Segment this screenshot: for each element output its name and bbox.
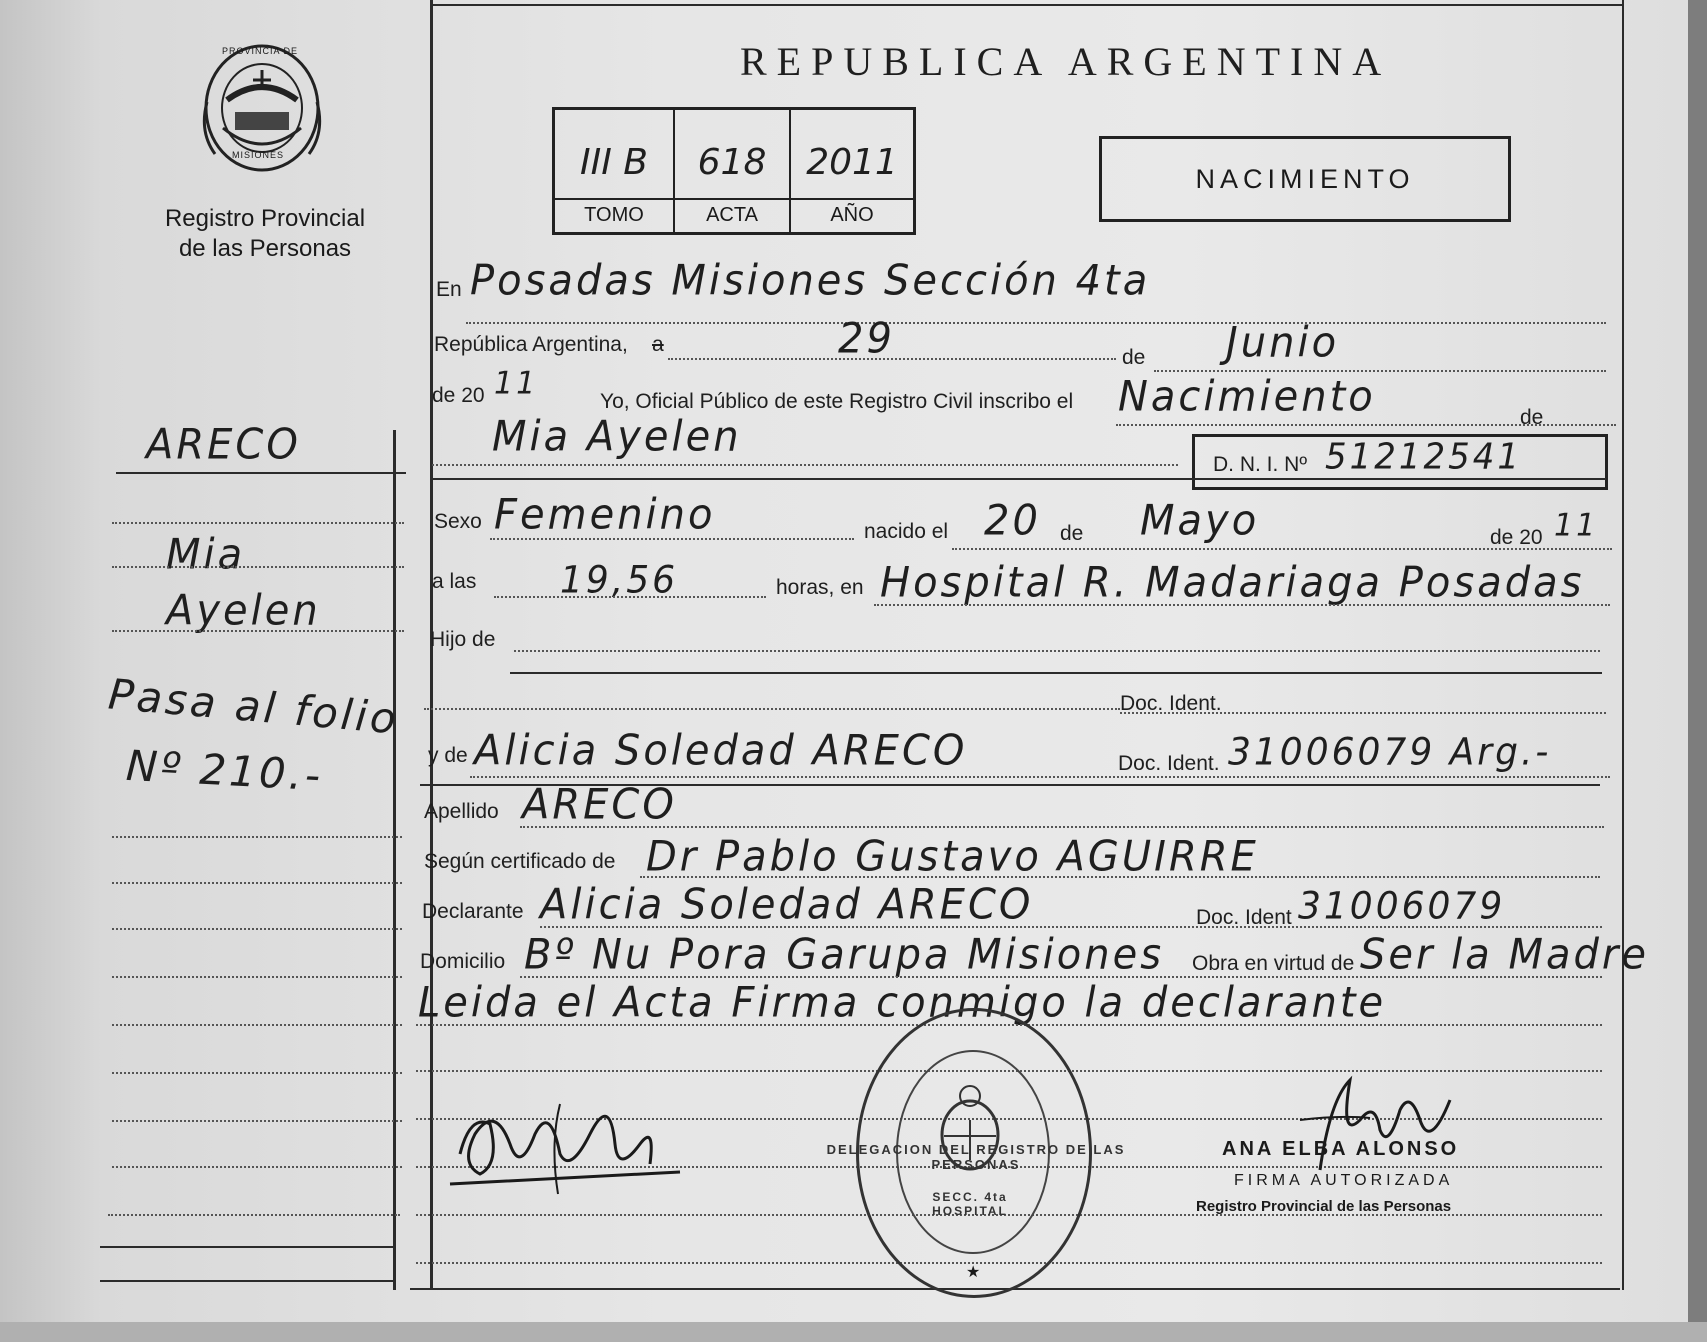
dotted-line [1116,424,1616,426]
label-domicilio: Domicilio [420,950,506,973]
margin-bottom-line [100,1280,396,1282]
acta-value: 618 [697,142,767,183]
label-doc-ident-2: Doc. Ident. [1118,752,1220,775]
acta-cell [675,110,791,232]
seal-text-bottom: MISIONES [232,150,285,160]
label-apellido: Apellido [424,800,499,823]
seal-text-top: PROVINCIA DE [222,46,299,56]
value-mother: Alicia Soledad ARECO [474,726,968,776]
label-hijo: Hijo de [430,628,496,651]
stamp-inner-text: SECC. 4ta HOSPITAL [932,1190,1008,1218]
value-birth-month: Mayo [1140,496,1260,546]
label-doc-ident-3: Doc. Ident [1196,906,1292,929]
tomo-cell [555,110,675,232]
margin-dotted-line [112,630,404,632]
label-republica: República Argentina, [434,333,628,356]
margin-dotted-line [112,976,402,978]
page-bottom-edge [0,1322,1707,1342]
dotted-line [874,604,1610,606]
officer-role: FIRMA AUTORIZADA [1234,1172,1454,1189]
label-de-20b: de 20 [1490,526,1543,549]
margin-dotted-line [112,836,402,838]
value-place: Hospital R. Madariaga Posadas [880,558,1585,608]
agency-line-1: Registro Provincial [164,205,366,232]
officer-name: ANA ELBA ALONSO [1222,1138,1460,1160]
margin-dotted-line [112,1120,402,1122]
value-name: Mia Ayelen [492,412,742,462]
label-obra: Obra en virtud de [1192,952,1355,975]
value-obra: Ser la Madre [1360,930,1649,980]
label-alas: a las [432,570,477,593]
margin-dotted-line [112,928,402,930]
label-de-3: de [1060,522,1084,545]
anio-label: AÑO [791,198,913,227]
margin-dotted-line [112,882,402,884]
page-edge [1688,0,1707,1342]
agency-name [150,204,380,264]
dotted-line [470,776,1610,778]
anio-value: 2011 [806,142,898,183]
label-segun: Según certificado de [424,850,616,873]
value-leida: Leida el Acta Firma conmigo la declarante [418,978,1387,1028]
page-title: REPUBLICA ARGENTINA [740,39,1392,84]
dni-box [1192,434,1608,490]
dotted-line [424,708,1120,710]
acta-label: ACTA [675,198,789,227]
label-de-2: de [1520,406,1544,429]
dotted-line [1120,712,1606,714]
document-type-box: NACIMIENTO [1099,136,1511,222]
margin-line [116,472,406,474]
label-doc-ident-1: Doc. Ident. [1120,692,1222,715]
label-de-20: de 20 [432,384,485,407]
margin-surname: ARECO [146,420,301,470]
value-inscribo: Nacimiento [1118,372,1376,422]
dotted-line [490,538,854,540]
margin-note-line-1: Pasa al folio [106,669,401,744]
value-mother-doc: 31006079 Arg.- [1228,730,1552,775]
dotted-line [494,596,766,598]
dotted-line [952,548,1612,550]
margin-note-line-2: Nº 210.- [124,740,325,801]
label-declarante: Declarante [422,900,524,923]
margin-dotted-line [112,1166,402,1168]
label-horas: horas, en [776,576,864,599]
margin-bottom-line [100,1246,396,1248]
margin-second-name: Ayelen [166,586,321,636]
value-month: Junio [1226,318,1340,368]
tomo-value: III B [580,142,648,183]
margin-dotted-line [108,1214,400,1216]
officer-signature-icon [1280,1060,1460,1180]
label-de-1: de [1122,346,1146,369]
margin-column-divider [393,430,396,1290]
value-birth-year: 11 [1554,507,1599,544]
dotted-line [640,876,1600,878]
dotted-line [540,926,1602,928]
registry-box [552,107,916,235]
dotted-line [668,358,1116,360]
dotted-line [520,976,1602,978]
value-segun: Dr Pablo Gustavo AGUIRRE [646,832,1259,882]
margin-dotted-line [112,566,404,568]
dotted-line [432,464,1178,466]
margin-first-name: Mia [166,530,246,580]
star-icon: ★ [966,1264,981,1281]
line [510,672,1602,674]
stamp-ring-text: DELEGACION DEL REGISTRO DE LAS PERSONAS [826,1142,1126,1172]
officer-registry: Registro Provincial de las Personas [1196,1198,1452,1215]
value-day: 29 [838,314,895,364]
right-border [1622,0,1624,1290]
value-en: Posadas Misiones Sección 4ta [470,256,1151,306]
anio-cell [791,110,913,232]
label-y-de: y de [428,744,468,767]
value-dni: 51212541 [1325,436,1523,478]
section-line [432,478,1606,480]
dotted-line [466,322,1606,324]
value-birth-day: 20 [984,496,1041,546]
top-border [432,4,1624,6]
value-time: 19,56 [560,558,679,603]
label-nacido: nacido el [864,520,949,543]
margin-dotted-line [112,1024,402,1026]
label-a: a [652,333,664,356]
value-sexo: Femenino [494,490,716,540]
label-yo: Yo, Oficial Público de este Registro Civil inscribo el [600,390,1074,413]
label-en: En [436,278,462,301]
label-sexo: Sexo [434,510,482,533]
value-domicilio: Bº Nu Pora Garupa Misiones [524,930,1165,980]
dotted-line [520,826,1604,828]
agency-line-2: de las Personas [178,235,352,262]
value-declarante-doc: 31006079 [1298,884,1506,929]
margin-dotted-line [112,1072,402,1074]
declarant-signature-icon [440,1074,690,1204]
dotted-line [1154,370,1606,372]
dotted-line [514,650,1600,652]
label-dni: D. N. I. Nº [1213,453,1308,476]
margin-dotted-line [112,522,404,524]
value-declarante: Alicia Soledad ARECO [540,880,1034,930]
tomo-label: TOMO [555,198,673,227]
value-apellido: ARECO [522,780,677,830]
value-year: 11 [494,365,539,402]
